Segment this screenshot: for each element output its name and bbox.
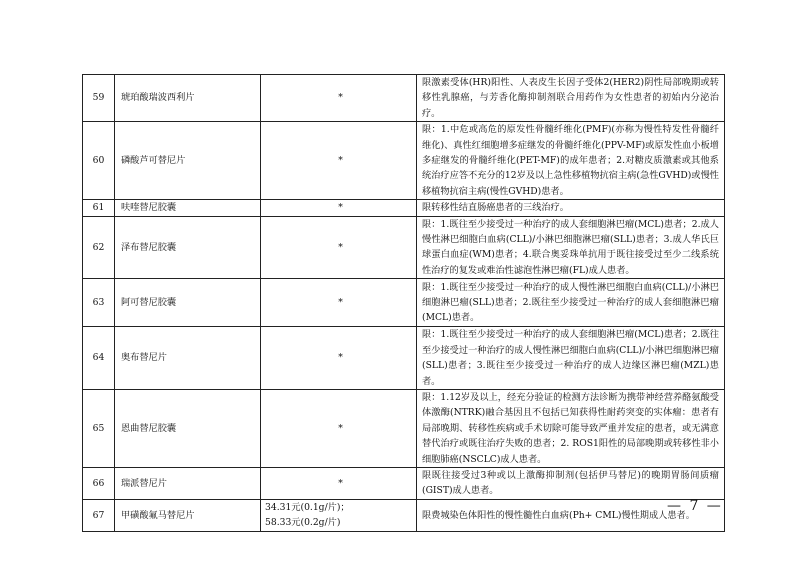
price-cell: * — [261, 279, 417, 327]
drug-name: 琥珀酸瑞波西利片 — [115, 75, 261, 122]
drug-name: 瑞派替尼片 — [115, 467, 261, 499]
table-row — [83, 75, 725, 122]
price-line: 34.31元(0.1g/片)； — [265, 502, 350, 514]
row-number: 59 — [83, 75, 115, 122]
row-number: 61 — [83, 200, 115, 216]
row-number: 63 — [83, 279, 115, 327]
payment-scope: 限：1.中危或高危的原发性骨髓纤维化(PMF)(亦称为慢性特发性骨髓纤维化)、真性红细胞增多症继发的骨髓纤维化(PPV-MF)或原发性血小板增多症继发的骨髓纤维化(PET-MF)的成年患者；2.对糖皮质激素或其他系统治疗应答不充分的12岁及以上急性移植物抗宿主病(急性GVHD)或慢性移植物抗宿主病(慢性GVHD)患者。 — [417, 122, 725, 200]
drug-name: 奥布替尼片 — [115, 327, 261, 390]
drug-name: 恩曲替尼胶囊 — [115, 389, 261, 467]
table-row — [83, 389, 725, 467]
payment-scope: 限：1.既往至少接受过一种治疗的成人套细胞淋巴瘤(MCL)患者；2.成人慢性淋巴细胞白血病(CLL)/小淋巴细胞淋巴瘤(SLL)患者；3.成人华氏巨球蛋白血症(WM)患者；4.联合奥妥珠单抗用于既往接受过至少二线系统性治疗的复发或难治性滤泡性淋巴瘤(FL)成人患者。 — [417, 216, 725, 279]
row-number: 67 — [83, 499, 115, 531]
payment-scope: 限：1.既往至少接受过一种治疗的成人慢性淋巴细胞白血病(CLL)/小淋巴细胞淋巴瘤(SLL)患者；2.既往至少接受过一种治疗的成人套细胞淋巴瘤(MCL)患者。 — [417, 279, 725, 327]
price-cell: * — [261, 75, 417, 122]
price-cell: * — [261, 216, 417, 279]
price-cell: * — [261, 467, 417, 499]
table-row — [83, 216, 725, 279]
row-number: 64 — [83, 327, 115, 390]
drug-name: 阿可替尼胶囊 — [115, 279, 261, 327]
price-cell: * — [261, 122, 417, 200]
price-cell: * — [261, 200, 417, 216]
payment-scope: 限：1.既往至少接受过一种治疗的成人套细胞淋巴瘤(MCL)患者；2.既往至少接受过一种治疗的成人慢性淋巴细胞白血病(CLL)/小淋巴细胞淋巴瘤(SLL)患者；3.既往至少接受过一种治疗的成人边缘区淋巴瘤(MZL)患者。 — [417, 327, 725, 390]
drug-name: 泽布替尼胶囊 — [115, 216, 261, 279]
table-row — [83, 279, 725, 327]
payment-scope: 限费城染色体阳性的慢性髓性白血病(Ph+ CML)慢性期成人患者。 — [417, 499, 725, 531]
row-number: 60 — [83, 122, 115, 200]
drug-name: 呋喹替尼胶囊 — [115, 200, 261, 216]
table-row — [83, 499, 725, 531]
drug-table — [82, 74, 725, 532]
page-number: — 7 — — [667, 498, 723, 514]
price-line: 58.33元(0.2g/片) — [265, 517, 341, 529]
price-cell: * — [261, 389, 417, 467]
table-row — [83, 122, 725, 200]
row-number: 66 — [83, 467, 115, 499]
row-number: 65 — [83, 389, 115, 467]
payment-scope: 限既往接受过3种或以上激酶抑制剂(包括伊马替尼)的晚期胃肠间质瘤(GIST)成人患者。 — [417, 467, 725, 499]
payment-scope: 限：1.12岁及以上，经充分验证的检测方法诊断为携带神经营养酪氨酸受体激酶(NTRK)融合基因且不包括已知获得性耐药突变的实体瘤：患者有局部晚期、转移性疾病或手术切除可能导致严重并发症的患者，或无满意替代治疗或既往治疗失败的患者；2. ROS1阳性的局部晚期或转移性非小细胞肺癌(NSCLC)成人患者。 — [417, 389, 725, 467]
table-row — [83, 327, 725, 390]
table-row — [83, 200, 725, 216]
price-cell — [261, 499, 417, 531]
drug-name: 磷酸芦可替尼片 — [115, 122, 261, 200]
price-cell: * — [261, 327, 417, 390]
payment-scope: 限激素受体(HR)阳性、人表皮生长因子受体2(HER2)阴性局部晚期或转移性乳腺癌，与芳香化酶抑制剂联合用药作为女性患者的初始内分泌治疗。 — [417, 75, 725, 122]
drug-name: 甲磺酸氟马替尼片 — [115, 499, 261, 531]
payment-scope: 限转移性结直肠癌患者的三线治疗。 — [417, 200, 725, 216]
table-row — [83, 467, 725, 499]
row-number: 62 — [83, 216, 115, 279]
